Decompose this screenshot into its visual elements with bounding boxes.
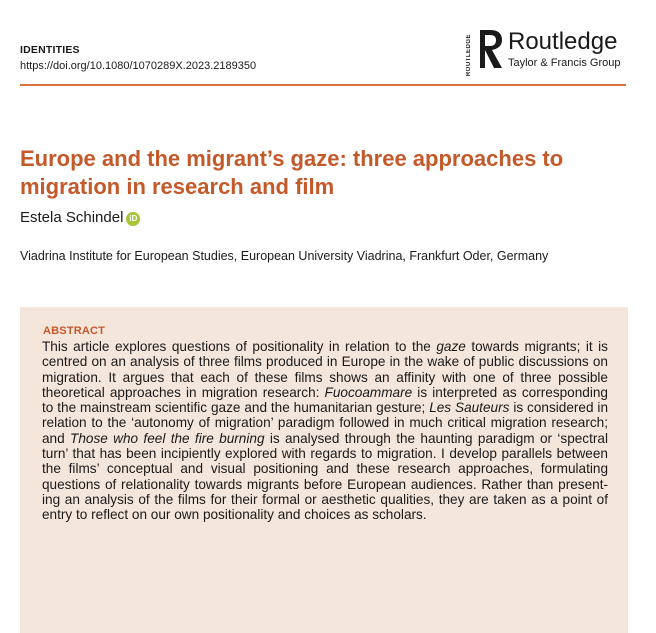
publisher-logo bbox=[466, 28, 626, 77]
doi-link[interactable]: https://doi.org/10.1080/1070289X.2023.2189350 bbox=[20, 60, 257, 72]
film-title-1: Fuocoammare bbox=[324, 384, 413, 400]
author-line bbox=[20, 209, 140, 226]
header-divider bbox=[20, 84, 626, 86]
publisher-subtitle: Taylor & Francis Group bbox=[508, 57, 621, 69]
film-title-2: Les Sauteurs bbox=[429, 400, 510, 416]
author-affiliation: Viadrina Institute for European Studies, European University Viadrina, Frankfurt Oder, Germany bbox=[20, 249, 549, 263]
abstract-label: ABSTRACT bbox=[43, 325, 106, 337]
film-title-3: Those who feel the fire burning bbox=[70, 430, 265, 446]
abstract-box bbox=[20, 307, 628, 633]
article-title: Europe and the migrant’s gaze: three approaches to migration in research and film bbox=[20, 146, 564, 199]
journal-name: IDENTITIES bbox=[20, 44, 80, 56]
abstract-gaze-emphasis: gaze bbox=[436, 339, 466, 354]
author-name[interactable]: Estela Schindel bbox=[20, 209, 124, 226]
publisher-side-text: ROUTLEDGE bbox=[466, 34, 472, 77]
page-header bbox=[20, 28, 626, 88]
orcid-icon[interactable]: iD bbox=[126, 212, 140, 226]
abstract-text: This article explores questions of positionality in relation to the gaze towards migrants; it is centred on an analysis of three films produced in Europe in the wake of public discussions on migration. It argues that each of these films shows an affinity with one of three possible theoretical approaches in migration research: Fuocoammare is interpreted as corresponding to the mainstream scientific gaze and the humanitarian gesture; Les Sauteurs is considered in relation to the ‘autonomy of migration’ paradigm followed in much critical migration research; and Those who feel the fire burning is analysed through the haunting paradigm or ‘spectral turn’ that has been incipiently explored with regards to migration. I develop parallels between the films’ conceptual and visual positioning and these research approaches, formulating questions of relationality towards migrants before European audiences. Rather than present-ing an analysis of the films for their formal or aesthetic qualities, they are taken as a point of entry to reflect on our own positionality and choices as scholars. bbox=[42, 339, 609, 523]
publisher-name: Routledge bbox=[508, 28, 618, 55]
routledge-r-icon bbox=[476, 28, 504, 70]
